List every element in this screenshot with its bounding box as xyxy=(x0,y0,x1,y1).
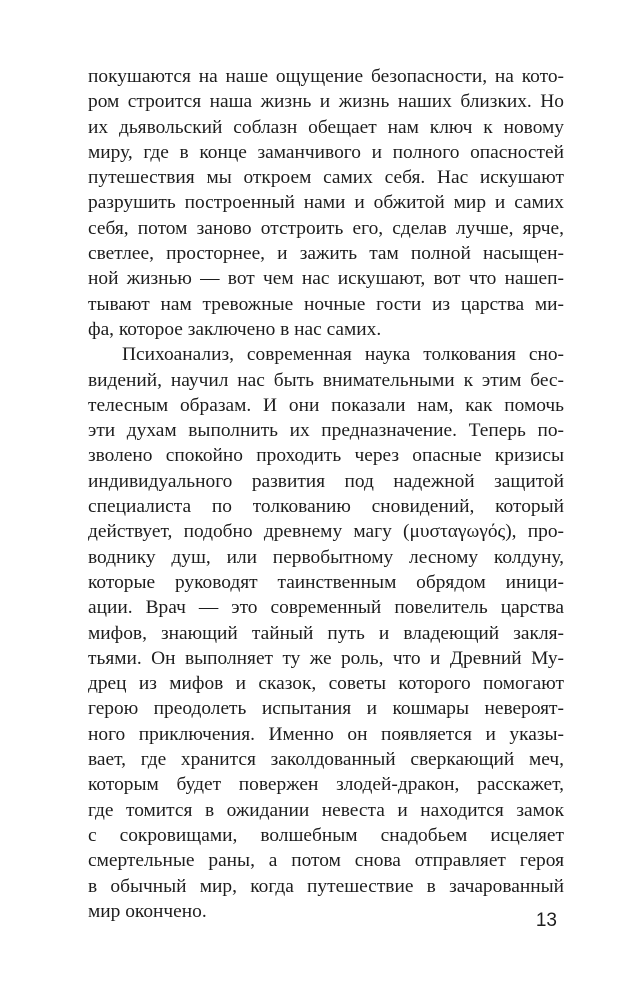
text-line: ации. Врач — это современный повелитель царства xyxy=(88,597,564,619)
text-line: ной жизнью — вот чем нас искушают, вот что нашеп- xyxy=(88,268,564,290)
text-line: миру, где в конце заманчивого и полного опасностей xyxy=(88,141,564,163)
text-line: их дьявольский соблазн обещает нам ключ к новому xyxy=(88,116,564,138)
text-line: которые руководят таинственным обрядом иници- xyxy=(88,571,564,593)
text-line: действует, подобно древнему магу (μυσταγωγός), про- xyxy=(88,521,564,543)
text-line: которым будет повержен злодей-дракон, расскажет, xyxy=(88,774,564,796)
text-line: воднику душ, или первобытному лесному колдуну, xyxy=(88,546,564,568)
paragraph-1 xyxy=(88,64,564,342)
text-line: ного приключения. Именно он появляется и указы- xyxy=(88,723,564,745)
text-line: ром строится наша жизнь и жизнь наших близких. Но xyxy=(88,91,564,113)
text-line: герою преодолеть испытания и кошмары невероят- xyxy=(88,698,564,720)
text-line: путешествия мы откроем самих себя. Нас искушают xyxy=(88,167,564,189)
paragraph-2 xyxy=(88,342,564,924)
page-number: 13 xyxy=(535,910,557,931)
text-line: тьями. Он выполняет ту же роль, что и Древний Му- xyxy=(88,647,564,669)
text-line: вает, где хранится заколдованный сверкающий меч, xyxy=(88,749,564,771)
text-line: Психоанализ, современная наука толкования сно- xyxy=(122,344,564,366)
text-line: светлее, просторнее, и зажить там полной насыщен- xyxy=(88,243,564,265)
text-line: телесным образам. И они показали нам, как помочь xyxy=(88,394,564,416)
text-line: смертельные раны, а потом снова отправляет героя xyxy=(88,850,564,872)
text-line: мифов, знающий тайный путь и владеющий закля- xyxy=(88,622,564,644)
text-line: где томится в ожидании невеста и находится замок xyxy=(88,799,564,821)
text-line: себя, потом заново отстроить его, сделав лучше, ярче, xyxy=(88,217,564,239)
text-line: покушаются на наше ощущение безопасности, на кото- xyxy=(88,66,564,87)
text-line: с сокровищами, волшебным снадобьем исцеляет xyxy=(88,824,564,846)
body-text xyxy=(88,64,564,924)
text-line: в обычный мир, когда путешествие в зачарованный xyxy=(88,875,564,897)
text-line: разрушить построенный нами и обжитой мир и самих xyxy=(88,192,564,214)
text-line: фа, которое заключено в нас самих. xyxy=(88,318,382,340)
text-line: индивидуального развития под надежной защитой xyxy=(88,470,564,492)
text-line: эти духам выполнить их предназначение. Теперь по- xyxy=(88,420,564,442)
text-line: мир окончено. xyxy=(88,900,207,922)
text-line: специалиста по толкованию сновидений, который xyxy=(88,496,564,518)
text-line: дрец из мифов и сказок, советы которого помогают xyxy=(88,673,564,695)
text-line: зволено спокойно проходить через опасные кризисы xyxy=(88,445,564,467)
text-line: тывают нам тревожные ночные гости из царства ми- xyxy=(88,293,564,315)
text-line: видений, научил нас быть внимательными к этим бес- xyxy=(88,369,564,391)
